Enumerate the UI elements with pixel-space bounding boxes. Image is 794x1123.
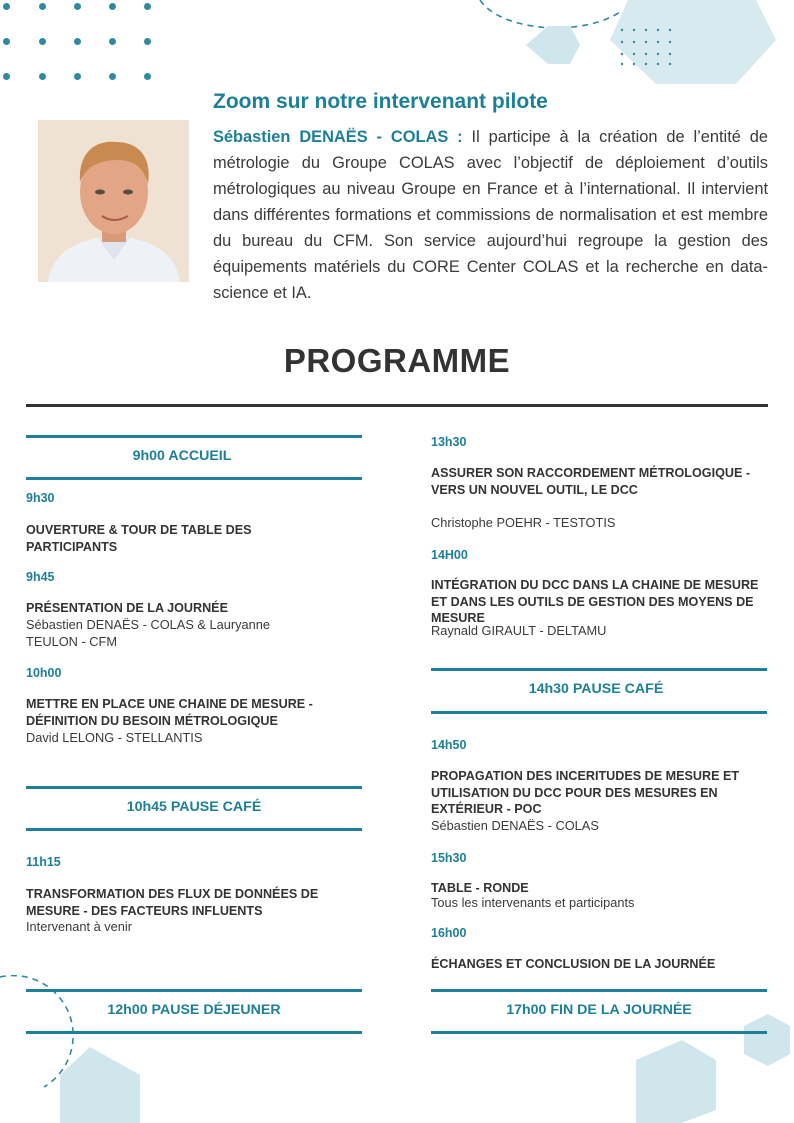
end-label: 17h00 FIN DE LA JOURNÉE <box>506 1002 692 1018</box>
session-speaker: Sébastien DENAËS - COLAS <box>431 818 599 833</box>
session-title: PRÉSENTATION DE LA JOURNÉE <box>26 601 228 615</box>
band-rule <box>26 828 362 831</box>
speaker-bio-text: Il participe à la création de l’entité de métrologie du Groupe COLAS avec l’objectif de déploiement d’outils métrologiques au niveau Groupe en France et à l’international. Il intervient dans différentes formations et commissions de normalisation et est membre du bureau du CFM. Son service aujourd’hui regroupe la gestion des équipements matériels du CORE Center COLAS et la recherche en data-science et IA. <box>213 128 768 302</box>
band-rule <box>431 668 767 671</box>
programme-divider <box>26 404 768 407</box>
session-title: OUVERTURE & TOUR DE TABLE DES PARTICIPANTS <box>26 523 252 554</box>
programme-title: PROGRAMME <box>283 342 511 379</box>
hexagon-decoration-bottom-left <box>0 975 150 1123</box>
band-rule <box>26 989 362 992</box>
session-title: TABLE - RONDE <box>431 881 529 895</box>
session-time: 15h30 <box>431 851 467 865</box>
band-rule <box>26 786 362 789</box>
band-rule <box>26 477 362 480</box>
intervenant-heading: Zoom sur notre intervenant pilote <box>213 90 548 113</box>
accueil-label: 9h00 ACCUEIL <box>132 448 232 464</box>
band-rule <box>26 1031 362 1034</box>
session-time: 10h00 <box>26 666 62 680</box>
session-time: 16h00 <box>431 926 467 940</box>
band-rule <box>431 989 767 992</box>
lunch-label: 12h00 PAUSE DÉJEUNER <box>107 1002 281 1018</box>
session-speaker: Sébastien DENAËS - COLAS & Lauryanne TEULON - CFM <box>26 617 270 649</box>
speaker-name: Sébastien DENAËS - COLAS : <box>213 128 463 146</box>
session-title: ASSURER SON RACCORDEMENT MÉTROLOGIQUE - VERS UN NOUVEL OUTIL, LE DCC <box>431 466 751 497</box>
session-time: 13h30 <box>431 435 467 449</box>
pause-label: 14h30 PAUSE CAFÉ <box>528 681 664 697</box>
session-time: 11h15 <box>26 855 61 869</box>
hexagon-decoration-top-right <box>470 0 794 95</box>
band-rule <box>431 1031 767 1034</box>
pause-label: 10h45 PAUSE CAFÉ <box>126 799 262 815</box>
session-time: 14H00 <box>431 548 468 562</box>
session-title: ÉCHANGES ET CONCLUSION DE LA JOURNÉE <box>431 957 716 971</box>
session-speaker: David LELONG - STELLANTIS <box>26 730 203 745</box>
session-time: 14h50 <box>431 738 467 752</box>
session-time: 9h45 <box>26 570 55 584</box>
session-time: 9h30 <box>26 491 55 505</box>
session-speaker: Raynald GIRAULT - DELTAMU <box>431 623 607 638</box>
hexagon-decoration-bottom-right <box>630 1010 794 1123</box>
band-rule <box>431 711 767 714</box>
session-speaker: Intervenant à venir <box>26 919 132 934</box>
session-title: METTRE EN PLACE UNE CHAINE DE MESURE - DÉFINITION DU BESOIN MÉTROLOGIQUE <box>26 697 313 728</box>
speaker-photo <box>38 120 189 282</box>
session-title: INTÉGRATION DU DCC DANS LA CHAINE DE MESURE ET DANS LES OUTILS DE GESTION DES MOYENS DE MESURE <box>431 578 759 625</box>
session-speaker: Tous les intervenants et participants <box>431 895 635 910</box>
session-title: TRANSFORMATION DES FLUX DE DONNÉES DE MESURE - DES FACTEURS INFLUENTS <box>26 887 319 918</box>
band-rule <box>26 435 362 438</box>
session-title: PROPAGATION DES INCERITUDES DE MESURE ET UTILISATION DU DCC POUR DES MESURES EN EXTÉRIEUR - POC <box>431 769 740 816</box>
speaker-bio <box>213 124 768 306</box>
session-speaker: Christophe POEHR - TESTOTIS <box>431 515 616 530</box>
